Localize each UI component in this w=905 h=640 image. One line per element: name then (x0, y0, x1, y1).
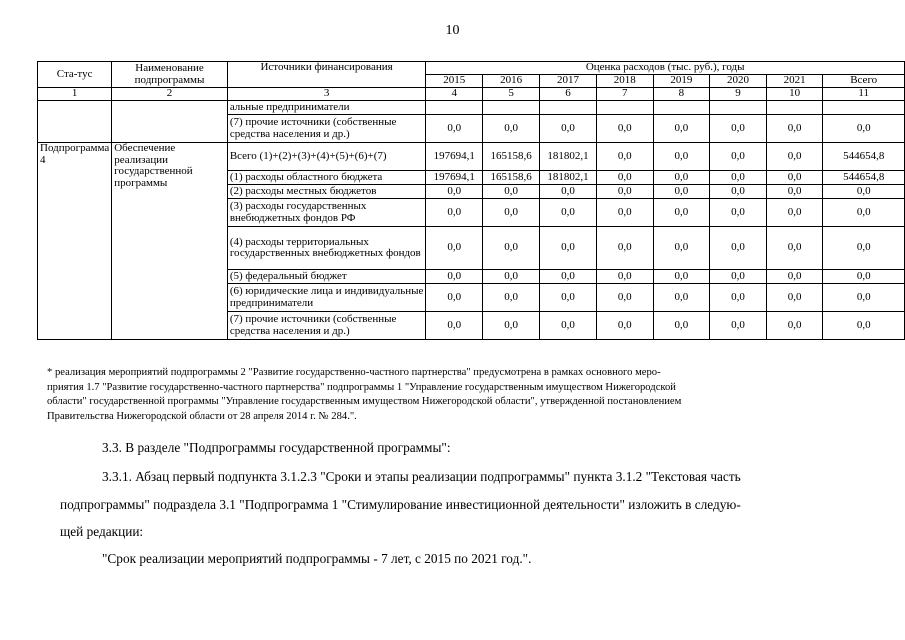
value-cell: 0,0 (766, 227, 823, 270)
value-cell: 0,0 (426, 185, 483, 199)
value-cell: 0,0 (823, 199, 905, 227)
value-cell: 0,0 (483, 270, 540, 284)
footnote-line: Правительства Нижегородской области от 28 апреля 2014 г. № 284.". (47, 410, 357, 422)
footnote-line: области" государственной программы "Управление государственным имуществом Нижегородской области", утвержденной постановлением (47, 396, 682, 407)
value-cell (596, 101, 653, 115)
value-cell: 0,0 (823, 284, 905, 312)
value-cell: 0,0 (766, 284, 823, 312)
quote-text: "Срок реализации мероприятий подпрограммы - 7 лет, с 2015 по 2021 год.". (102, 551, 532, 566)
value-cell: 165158,6 (483, 171, 540, 185)
value-cell: 0,0 (823, 227, 905, 270)
column-number: 3 (227, 88, 426, 101)
value-cell: 0,0 (483, 312, 540, 340)
value-cell: 0,0 (596, 284, 653, 312)
header-year: 2020 (710, 75, 767, 88)
value-cell: 181802,1 (540, 143, 597, 171)
column-number: 2 (112, 88, 228, 101)
value-cell: 0,0 (710, 312, 767, 340)
value-cell: 0,0 (710, 115, 767, 143)
paragraph-line: щей редакции: (60, 524, 144, 539)
value-cell: 0,0 (823, 270, 905, 284)
value-cell: 0,0 (540, 284, 597, 312)
value-cell: 0,0 (823, 312, 905, 340)
funding-source-cell: альные предприниматели (227, 101, 426, 115)
value-cell: 0,0 (710, 284, 767, 312)
column-number: 11 (823, 88, 905, 101)
value-cell: 165158,6 (483, 143, 540, 171)
section-heading: 3.3. В разделе "Подпрограммы государственной программы": (102, 440, 451, 455)
column-number: 7 (596, 88, 653, 101)
value-cell: 0,0 (596, 270, 653, 284)
value-cell: 181802,1 (540, 171, 597, 185)
column-number: 4 (426, 88, 483, 101)
funding-source-cell: (4) расходы территориальных государственных внебюджетных фондов (227, 227, 426, 270)
funding-source-cell: (6) юридические лица и индивидуальные предприниматели (227, 284, 426, 312)
value-cell: 0,0 (596, 143, 653, 171)
value-cell: 0,0 (823, 185, 905, 199)
header-estimate: Оценка расходов (тыс. руб.), годы (426, 62, 905, 75)
header-year: 2019 (653, 75, 710, 88)
value-cell: 0,0 (596, 115, 653, 143)
value-cell: 0,0 (766, 115, 823, 143)
column-number: 10 (766, 88, 823, 101)
value-cell: 0,0 (766, 270, 823, 284)
value-cell: 0,0 (426, 227, 483, 270)
paragraph-line: подпрограммы" подраздела 3.1 "Подпрограмма 1 "Стимулирование инвестиционной деятельности" изложить в следую- (60, 497, 741, 512)
value-cell: 0,0 (483, 227, 540, 270)
value-cell: 544654,8 (823, 143, 905, 171)
header-subprogram-name: Наименование подпрограммы (112, 62, 228, 88)
header-year: 2018 (596, 75, 653, 88)
funding-source-cell: (7) прочие источники (собственные средства населения и др.) (227, 312, 426, 340)
value-cell: 544654,8 (823, 171, 905, 185)
funding-source-cell: (5) федеральный бюджет (227, 270, 426, 284)
value-cell (540, 101, 597, 115)
value-cell: 0,0 (540, 185, 597, 199)
value-cell: 0,0 (596, 199, 653, 227)
header-status: Ста-тус (38, 62, 112, 88)
paragraph-line: 3.3.1. Абзац первый подпункта 3.1.2.3 "Сроки и этапы реализации подпрограммы" пункта 3.1.2 "Текстовая часть (102, 469, 741, 484)
value-cell: 197694,1 (426, 171, 483, 185)
value-cell: 0,0 (710, 185, 767, 199)
header-funding-sources: Источники финансирования (227, 62, 426, 88)
value-cell: 0,0 (710, 227, 767, 270)
column-number: 1 (38, 88, 112, 101)
value-cell: 0,0 (653, 270, 710, 284)
value-cell: 0,0 (766, 312, 823, 340)
value-cell (766, 101, 823, 115)
status-cell (38, 101, 112, 143)
value-cell: 0,0 (653, 143, 710, 171)
value-cell (483, 101, 540, 115)
column-number: 8 (653, 88, 710, 101)
value-cell: 0,0 (596, 227, 653, 270)
value-cell: 0,0 (653, 284, 710, 312)
value-cell: 0,0 (483, 115, 540, 143)
funding-source-cell: (1) расходы областного бюджета (227, 171, 426, 185)
value-cell: 0,0 (540, 227, 597, 270)
value-cell: 0,0 (596, 185, 653, 199)
value-cell: 0,0 (483, 284, 540, 312)
value-cell: 0,0 (766, 185, 823, 199)
footnote-line: * реализация мероприятий подпрограммы 2 "Развитие государственно-частного партнерства" предусмотрена в рамках основного меро- (47, 367, 661, 378)
value-cell (426, 101, 483, 115)
value-cell: 0,0 (766, 171, 823, 185)
value-cell: 0,0 (823, 115, 905, 143)
header-year: 2017 (540, 75, 597, 88)
value-cell: 0,0 (710, 171, 767, 185)
value-cell: 0,0 (426, 115, 483, 143)
funding-source-cell: (3) расходы государственных внебюджетных фондов РФ (227, 199, 426, 227)
value-cell: 0,0 (766, 199, 823, 227)
budget-table (37, 61, 905, 340)
value-cell: 0,0 (540, 270, 597, 284)
value-cell: 0,0 (540, 115, 597, 143)
value-cell: 0,0 (483, 199, 540, 227)
value-cell (710, 101, 767, 115)
value-cell: 0,0 (653, 227, 710, 270)
table-row (38, 101, 905, 115)
value-cell: 197694,1 (426, 143, 483, 171)
value-cell: 0,0 (710, 199, 767, 227)
column-number: 9 (710, 88, 767, 101)
value-cell: 0,0 (540, 312, 597, 340)
value-cell (823, 101, 905, 115)
value-cell (653, 101, 710, 115)
column-number: 6 (540, 88, 597, 101)
value-cell: 0,0 (710, 270, 767, 284)
column-number: 5 (483, 88, 540, 101)
value-cell: 0,0 (426, 199, 483, 227)
name-cell (112, 101, 228, 143)
value-cell: 0,0 (653, 312, 710, 340)
header-total: Всего (823, 75, 905, 88)
value-cell: 0,0 (596, 171, 653, 185)
value-cell: 0,0 (426, 284, 483, 312)
value-cell: 0,0 (653, 185, 710, 199)
subprogram-name: Обеспечение реализации государственной программы (112, 143, 228, 340)
column-numbers-row (38, 88, 905, 101)
value-cell: 0,0 (653, 171, 710, 185)
header-year: 2015 (426, 75, 483, 88)
funding-source-cell: Всего (1)+(2)+(3)+(4)+(5)+(6)+(7) (227, 143, 426, 171)
funding-source-cell: (7) прочие источники (собственные средства населения и др.) (227, 115, 426, 143)
value-cell: 0,0 (483, 185, 540, 199)
value-cell: 0,0 (766, 143, 823, 171)
page-number: 10 (445, 23, 460, 38)
value-cell: 0,0 (426, 270, 483, 284)
value-cell: 0,0 (653, 115, 710, 143)
footnote (47, 366, 857, 424)
value-cell: 0,0 (540, 199, 597, 227)
header-year: 2021 (766, 75, 823, 88)
value-cell: 0,0 (426, 312, 483, 340)
funding-source-cell: (2) расходы местных бюджетов (227, 185, 426, 199)
header-year: 2016 (483, 75, 540, 88)
value-cell: 0,0 (596, 312, 653, 340)
subprogram-status: Подпрограмма 4 (38, 143, 112, 340)
value-cell: 0,0 (653, 199, 710, 227)
footnote-line: приятия 1.7 "Развитие государственно-частного партнерства" подпрограммы 1 "Управление государственным имуществом Нижегородской (47, 381, 676, 393)
table-row (38, 143, 905, 171)
value-cell: 0,0 (710, 143, 767, 171)
